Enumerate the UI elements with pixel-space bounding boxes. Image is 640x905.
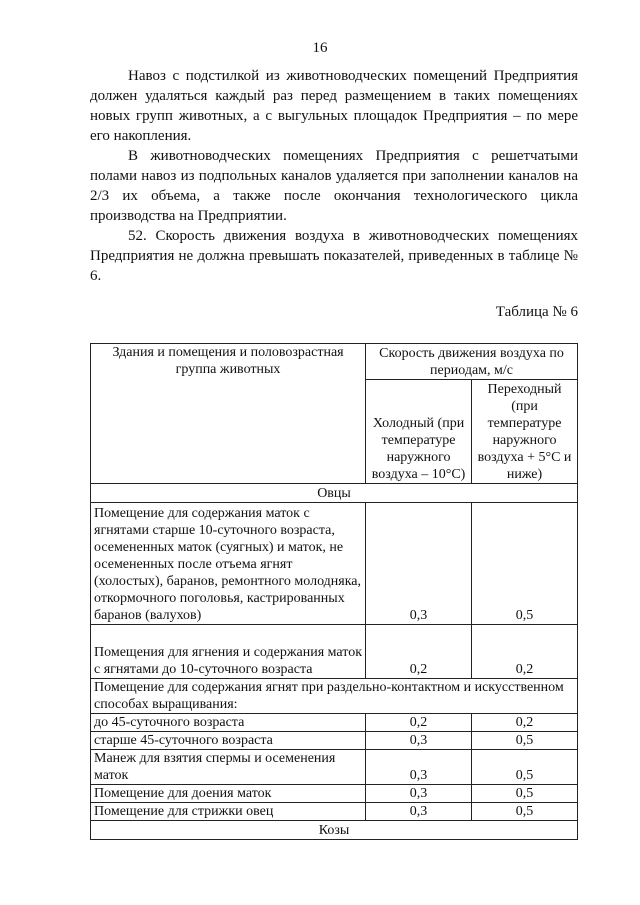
- paragraph-manure-bedding: Навоз с подстилкой из животноводческих помещений Предприятия должен удаляться каждый раз перед размещением в таких помещениях новых групп животных, а с выгульных площадок Предприятия – по мере его накопления.: [90, 68, 578, 144]
- body-text: [90, 66, 578, 286]
- section-goats: Козы: [91, 821, 578, 840]
- row-name: старше 45-суточного возраста: [91, 732, 366, 750]
- header-cold-period: Холодный (при температуре наружного воздуха – 10°С): [366, 380, 472, 484]
- table-row: [91, 750, 578, 785]
- row-transitional-value: 0,5: [472, 503, 578, 625]
- table-header-row: [91, 344, 578, 380]
- table-row: [91, 803, 578, 821]
- table-row: [91, 714, 578, 732]
- subheading-row: [91, 679, 578, 714]
- section-row: [91, 821, 578, 840]
- row-name: Манеж для взятия спермы и осеменения маток: [91, 750, 366, 785]
- section-row: [91, 484, 578, 503]
- row-transitional-value: 0,5: [472, 785, 578, 803]
- row-cold-value: 0,3: [366, 785, 472, 803]
- row-name: Помещения для ягнения и содержания маток с ягнятами до 10-суточного возраста: [91, 625, 366, 679]
- row-name: до 45-суточного возраста: [91, 714, 366, 732]
- table-row: [91, 625, 578, 679]
- table-row: [91, 785, 578, 803]
- row-cold-value: 0,2: [366, 714, 472, 732]
- paragraph-slatted-floors: В животноводческих помещениях Предприятия с решетчатыми полами навоз из подпольных каналов удаляется при заполнении каналов на 2/3 их объема, а также после окончания технологического цикла производства на Предприятии.: [90, 148, 578, 224]
- page-number: 16: [312, 40, 328, 56]
- row-name: Помещение для доения маток: [91, 785, 366, 803]
- table-row: [91, 732, 578, 750]
- row-cold-value: 0,3: [366, 803, 472, 821]
- row-cold-value: 0,3: [366, 503, 472, 625]
- row-cold-value: 0,3: [366, 750, 472, 785]
- row-transitional-value: 0,5: [472, 732, 578, 750]
- air-speed-table: [90, 343, 578, 840]
- row-cold-value: 0,2: [366, 625, 472, 679]
- paragraph-air-speed: 52. Скорость движения воздуха в животноводческих помещениях Предприятия не должна превышать показателей, приведенных в таблице № 6.: [90, 228, 578, 284]
- row-cold-value: 0,3: [366, 732, 472, 750]
- section-sheep: Овцы: [91, 484, 578, 503]
- header-air-speed-group: Скорость движения воздуха по периодам, м/с: [366, 344, 578, 380]
- row-transitional-value: 0,2: [472, 714, 578, 732]
- header-transitional-period: Переходный (при температуре наружного воздуха + 5°С и ниже): [472, 380, 578, 484]
- row-transitional-value: 0,2: [472, 625, 578, 679]
- row-transitional-value: 0,5: [472, 750, 578, 785]
- row-transitional-value: 0,5: [472, 803, 578, 821]
- row-name: Помещение для стрижки овец: [91, 803, 366, 821]
- table-caption: Таблица № 6: [495, 304, 578, 320]
- lambs-subheading: Помещение для содержания ягнят при раздельно-контактном и искусственном способах выращивания:: [91, 679, 578, 714]
- row-name: Помещение для содержания маток с ягнятами старше 10-суточного возраста, осемененных маток (суягных) и маток, не осемененных после отъема ягнят (холостых), баранов, ремонтного молодняка, откормочного поголовья, кастрированных баранов (валухов): [91, 503, 366, 625]
- table-row: [91, 503, 578, 625]
- header-buildings: Здания и помещения и половозрастная группа животных: [91, 344, 366, 484]
